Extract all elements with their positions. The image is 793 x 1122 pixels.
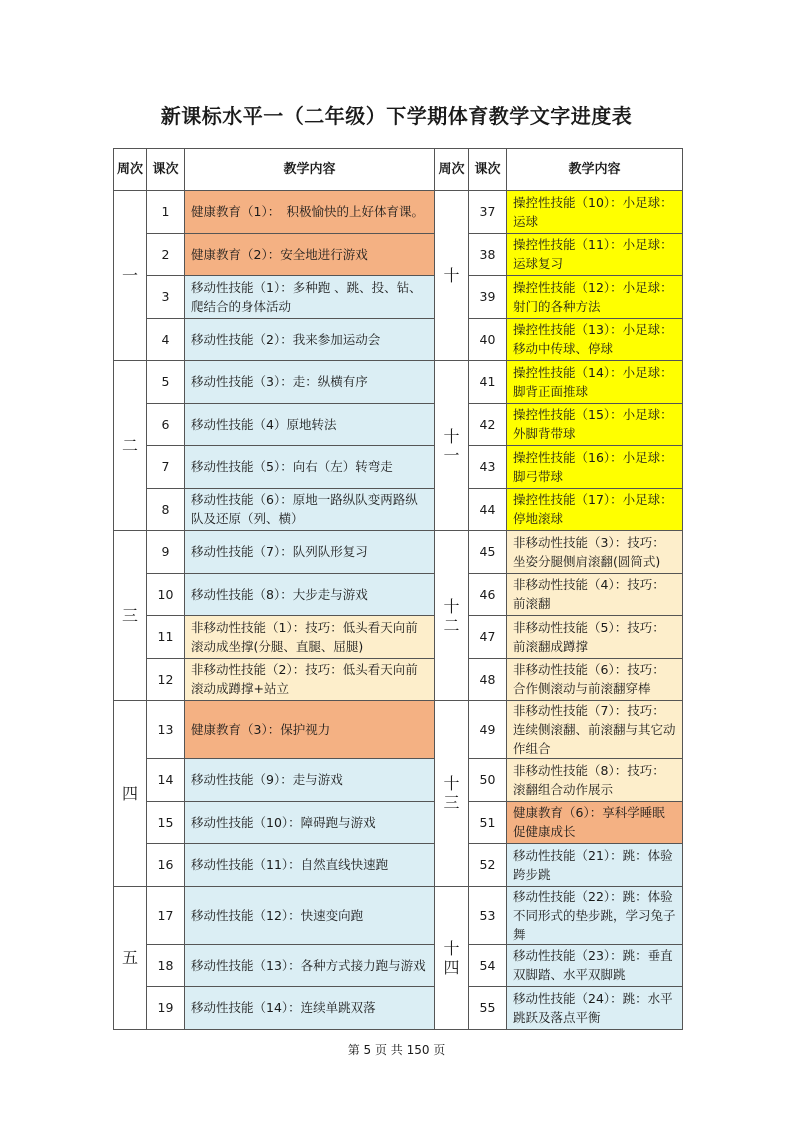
lesson-content: 移动性技能（4）原地转法 — [185, 403, 435, 446]
table-row — [114, 573, 683, 616]
lesson-number: 54 — [469, 944, 507, 987]
lesson-content: 移动性技能（9）：走与游戏 — [185, 759, 435, 802]
lesson-content: 移动性技能（24）：跳：水平跳跃及落点平衡 — [507, 987, 683, 1030]
lesson-number: 45 — [469, 531, 507, 574]
lesson-number: 18 — [147, 944, 185, 987]
table-row — [114, 276, 683, 319]
table-row — [114, 944, 683, 987]
table-row — [114, 488, 683, 531]
header-lesson: 课次 — [147, 149, 185, 191]
schedule-table — [113, 148, 683, 1030]
lesson-content: 操控性技能（10）：小足球：运球 — [507, 191, 683, 234]
week-cell — [435, 191, 469, 361]
lesson-number: 53 — [469, 886, 507, 944]
header-content: 教学内容 — [507, 149, 683, 191]
lesson-content: 操控性技能（13）：小足球：移动中传球、停球 — [507, 318, 683, 361]
lesson-content: 操控性技能（12）：小足球：射门的各种方法 — [507, 276, 683, 319]
lesson-number: 6 — [147, 403, 185, 446]
week-cell — [114, 531, 147, 701]
lesson-number: 40 — [469, 318, 507, 361]
lesson-number: 55 — [469, 987, 507, 1030]
lesson-number: 7 — [147, 446, 185, 489]
week-label: 五 — [122, 948, 139, 967]
lesson-content: 移动性技能（8）：大步走与游戏 — [185, 573, 435, 616]
page-footer: 第 5 页 共 150 页 — [347, 1043, 446, 1057]
lesson-content: 移动性技能（2）：我来参加运动会 — [185, 318, 435, 361]
lesson-number: 46 — [469, 573, 507, 616]
lesson-number: 38 — [469, 233, 507, 276]
lesson-content: 移动性技能（5）：向右（左）转弯走 — [185, 446, 435, 489]
lesson-number: 2 — [147, 233, 185, 276]
lesson-number: 10 — [147, 573, 185, 616]
lesson-content: 非移动性技能（1）：技巧：低头看天向前滚动成坐撑(分腿、直腿、屈腿) — [185, 616, 435, 659]
lesson-number: 8 — [147, 488, 185, 531]
week-cell — [114, 886, 147, 1029]
lesson-number: 19 — [147, 987, 185, 1030]
table-row — [114, 844, 683, 887]
table-row — [114, 886, 683, 944]
lesson-content: 非移动性技能（4）：技巧：前滚翻 — [507, 573, 683, 616]
lesson-number: 47 — [469, 616, 507, 659]
lesson-number: 17 — [147, 886, 185, 944]
lesson-content: 移动性技能（13）：各种方式接力跑与游戏 — [185, 944, 435, 987]
lesson-number: 52 — [469, 844, 507, 887]
lesson-number: 9 — [147, 531, 185, 574]
table-row — [114, 616, 683, 659]
lesson-content: 移动性技能（6）：原地一路纵队变两路纵队及还原（列、横） — [185, 488, 435, 531]
lesson-content: 健康教育（1）： 积极愉快的上好体育课。 — [185, 191, 435, 234]
lesson-content: 操控性技能（14）：小足球：脚背正面推球 — [507, 361, 683, 404]
week-label: 十二 — [443, 596, 460, 635]
week-cell — [435, 361, 469, 531]
header-week: 周次 — [114, 149, 147, 191]
week-cell — [435, 886, 469, 1029]
lesson-content: 健康教育（6）：享科学睡眠促健康成长 — [507, 801, 683, 844]
lesson-content: 非移动性技能（3）：技巧：坐姿分腿侧肩滚翻(圆简式) — [507, 531, 683, 574]
week-cell — [435, 531, 469, 701]
table-row — [114, 361, 683, 404]
page-title: 新课标水平一（二年级）下学期体育教学文字进度表 — [160, 104, 633, 128]
lesson-number: 50 — [469, 759, 507, 802]
table-row — [114, 801, 683, 844]
lesson-content: 健康教育（3）：保护视力 — [185, 701, 435, 759]
lesson-content: 移动性技能（1）：多种跑 、跳、投、钻、爬结合的身体活动 — [185, 276, 435, 319]
week-label: 十三 — [443, 774, 460, 813]
table-row — [114, 318, 683, 361]
week-label: 一 — [122, 266, 139, 285]
lesson-content: 操控性技能（16）：小足球：脚弓带球 — [507, 446, 683, 489]
table-row — [114, 987, 683, 1030]
week-label: 十一 — [443, 426, 460, 465]
lesson-number: 43 — [469, 446, 507, 489]
table-row — [114, 403, 683, 446]
lesson-content: 非移动性技能（8）：技巧：滚翻组合动作展示 — [507, 759, 683, 802]
lesson-content: 移动性技能（14）：连续单跳双落 — [185, 987, 435, 1030]
lesson-number: 42 — [469, 403, 507, 446]
lesson-number: 15 — [147, 801, 185, 844]
week-label: 十 — [443, 266, 460, 285]
lesson-number: 51 — [469, 801, 507, 844]
lesson-number: 49 — [469, 701, 507, 759]
lesson-content: 移动性技能（10）：障碍跑与游戏 — [185, 801, 435, 844]
lesson-content: 移动性技能（3）：走：纵横有序 — [185, 361, 435, 404]
lesson-content: 操控性技能（17）：小足球：停地滚球 — [507, 488, 683, 531]
table-row — [114, 759, 683, 802]
week-label: 三 — [122, 606, 139, 625]
lesson-number: 44 — [469, 488, 507, 531]
lesson-content: 操控性技能（15）：小足球：外脚背带球 — [507, 403, 683, 446]
week-cell — [114, 191, 147, 361]
lesson-number: 16 — [147, 844, 185, 887]
lesson-content: 移动性技能（12）：快速变向跑 — [185, 886, 435, 944]
table-row — [114, 233, 683, 276]
lesson-number: 12 — [147, 658, 185, 701]
table-row — [114, 531, 683, 574]
lesson-number: 14 — [147, 759, 185, 802]
lesson-number: 48 — [469, 658, 507, 701]
header-lesson: 课次 — [469, 149, 507, 191]
header-content: 教学内容 — [185, 149, 435, 191]
week-label: 十四 — [443, 938, 460, 977]
lesson-number: 5 — [147, 361, 185, 404]
lesson-content: 非移动性技能（5）：技巧：前滚翻成蹲撑 — [507, 616, 683, 659]
lesson-number: 39 — [469, 276, 507, 319]
lesson-number: 11 — [147, 616, 185, 659]
table-row — [114, 191, 683, 234]
lesson-content: 移动性技能（7）：队列队形复习 — [185, 531, 435, 574]
lesson-content: 移动性技能（23）：跳：垂直双脚踏、水平双脚跳 — [507, 944, 683, 987]
lesson-content: 移动性技能（21）：跳：体验跨步跳 — [507, 844, 683, 887]
week-label: 二 — [122, 436, 139, 455]
table-row — [114, 658, 683, 701]
lesson-number: 1 — [147, 191, 185, 234]
week-cell — [114, 701, 147, 887]
header-row — [114, 149, 683, 191]
lesson-content: 移动性技能（11）：自然直线快速跑 — [185, 844, 435, 887]
lesson-number: 3 — [147, 276, 185, 319]
week-cell — [435, 701, 469, 887]
lesson-content: 健康教育（2）：安全地进行游戏 — [185, 233, 435, 276]
lesson-content: 移动性技能（22）：跳：体验不同形式的垫步跳，学习兔子舞 — [507, 886, 683, 944]
lesson-content: 操控性技能（11）：小足球：运球复习 — [507, 233, 683, 276]
lesson-content: 非移动性技能（7）：技巧：连续侧滚翻、前滚翻与其它动作组合 — [507, 701, 683, 759]
table-row — [114, 701, 683, 759]
header-week: 周次 — [435, 149, 469, 191]
lesson-number: 4 — [147, 318, 185, 361]
table-row — [114, 446, 683, 489]
week-label: 四 — [122, 783, 139, 803]
lesson-content: 非移动性技能（6）：技巧：合作侧滚动与前滚翻穿棒 — [507, 658, 683, 701]
lesson-number: 13 — [147, 701, 185, 759]
lesson-content: 非移动性技能（2）：技巧：低头看天向前滚动成蹲撑+站立 — [185, 658, 435, 701]
week-cell — [114, 361, 147, 531]
lesson-number: 41 — [469, 361, 507, 404]
lesson-number: 37 — [469, 191, 507, 234]
